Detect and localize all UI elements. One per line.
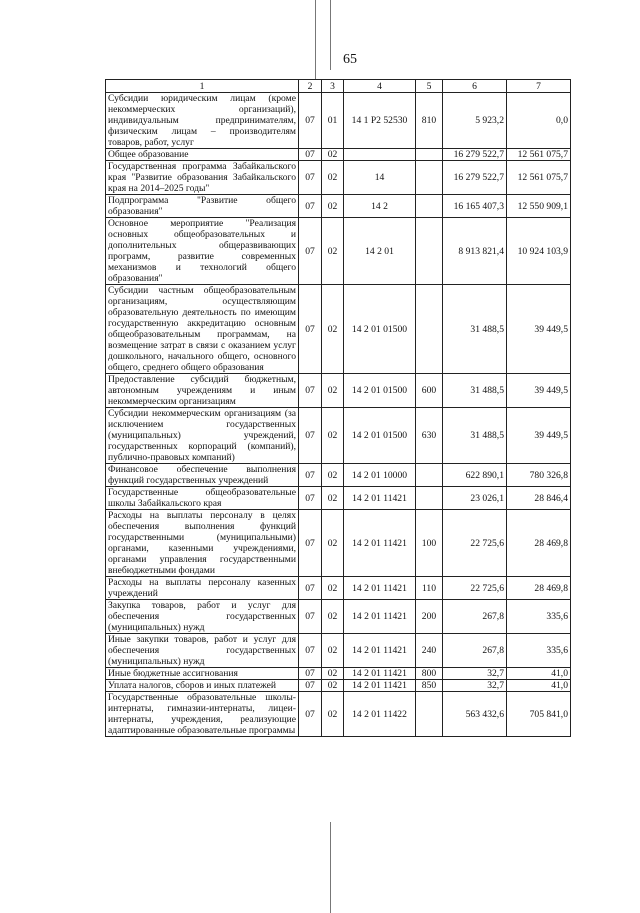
column-header: 6 — [443, 80, 507, 93]
row-subsection: 02 — [322, 668, 344, 680]
row-target-article: 14 — [344, 161, 416, 195]
row-expense-type — [416, 218, 443, 285]
row-subsection: 02 — [322, 692, 344, 737]
column-header: 4 — [344, 80, 416, 93]
row-section: 07 — [299, 195, 322, 218]
row-target-article: 14 2 01 — [344, 218, 416, 285]
row-amount-2: 12 561 075,7 — [507, 149, 571, 161]
row-subsection: 02 — [322, 487, 344, 510]
row-amount-1: 22 725,6 — [443, 510, 507, 577]
row-amount-1: 31 488,5 — [443, 285, 507, 374]
row-target-article: 14 2 01 11421 — [344, 577, 416, 600]
row-subsection: 02 — [322, 577, 344, 600]
column-header: 3 — [322, 80, 344, 93]
row-section: 07 — [299, 285, 322, 374]
row-name: Расходы на выплаты персоналу в целях обеспечения выполнения функций государственными (муниципальными) органами, казенными учреждениями, органами управления государственными внебюджетными фондами — [106, 510, 299, 577]
row-section: 07 — [299, 692, 322, 737]
table-row — [106, 600, 571, 634]
row-expense-type — [416, 487, 443, 510]
row-name: Предоставление субсидий бюджетным, автономным учреждениям и иным некоммерческим организациям — [106, 374, 299, 408]
page-number: 65 — [343, 52, 357, 67]
row-expense-type: 200 — [416, 600, 443, 634]
row-section: 07 — [299, 668, 322, 680]
row-name: Субсидии частным общеобразовательным организациям, осуществляющим образовательную деятельность по имеющим государственную аккредитацию основным общеобразовательным программам, на возмещение затрат в связи с оказанием услуг дошкольного, начального общего, основного общего, среднего общего образования — [106, 285, 299, 374]
row-amount-2: 705 841,0 — [507, 692, 571, 737]
row-name: Государственная программа Забайкальского края "Развитие образования Забайкальского края на 2014–2025 годы" — [106, 161, 299, 195]
column-header: 7 — [507, 80, 571, 93]
row-section: 07 — [299, 600, 322, 634]
row-amount-1: 8 913 821,4 — [443, 218, 507, 285]
row-target-article: 14 2 01 11421 — [344, 600, 416, 634]
row-target-article: 14 2 01 11421 — [344, 487, 416, 510]
row-section: 07 — [299, 408, 322, 464]
row-subsection: 02 — [322, 600, 344, 634]
row-subsection: 01 — [322, 93, 344, 149]
row-target-article: 14 2 01 11421 — [344, 668, 416, 680]
table-row — [106, 510, 571, 577]
row-name: Субсидии юридическим лицам (кроме некоммерческих организаций), индивидуальным предпринимателям, физическим лицам – производителям товаров, работ, услуг — [106, 93, 299, 149]
table-row — [106, 408, 571, 464]
column-header: 1 — [106, 80, 299, 93]
table-row — [106, 487, 571, 510]
row-section: 07 — [299, 634, 322, 668]
row-name: Иные закупки товаров, работ и услуг для обеспечения государственных (муниципальных) нужд — [106, 634, 299, 668]
row-target-article — [344, 149, 416, 161]
row-name: Иные бюджетные ассигнования — [106, 668, 299, 680]
row-amount-1: 32,7 — [443, 680, 507, 692]
row-amount-1: 31 488,5 — [443, 408, 507, 464]
row-expense-type — [416, 692, 443, 737]
row-amount-2: 41,0 — [507, 680, 571, 692]
row-amount-1: 23 026,1 — [443, 487, 507, 510]
row-name: Государственные образовательные школы-интернаты, гимназии-интернаты, лицеи-интернаты, учреждения, реализующие адаптированные образовательные программы — [106, 692, 299, 737]
scan-artifact-line-bottom — [330, 822, 331, 913]
row-subsection: 02 — [322, 680, 344, 692]
row-amount-1: 22 725,6 — [443, 577, 507, 600]
table-row — [106, 161, 571, 195]
column-header: 2 — [299, 80, 322, 93]
row-expense-type: 630 — [416, 408, 443, 464]
row-section: 07 — [299, 149, 322, 161]
row-amount-2: 39 449,5 — [507, 285, 571, 374]
table-row — [106, 680, 571, 692]
row-amount-1: 622 890,1 — [443, 464, 507, 487]
row-section: 07 — [299, 487, 322, 510]
row-amount-2: 28 469,8 — [507, 510, 571, 577]
row-section: 07 — [299, 577, 322, 600]
table-row — [106, 374, 571, 408]
row-section: 07 — [299, 161, 322, 195]
row-amount-1: 267,8 — [443, 634, 507, 668]
row-amount-2: 780 326,8 — [507, 464, 571, 487]
row-name: Общее образование — [106, 149, 299, 161]
table-row — [106, 668, 571, 680]
row-name: Основное мероприятие "Реализация основных общеобразовательных и дополнительных общеразвивающих программ, развитие современных механизмов и технологий общего образования" — [106, 218, 299, 285]
row-expense-type — [416, 464, 443, 487]
row-section: 07 — [299, 218, 322, 285]
row-amount-1: 16 165 407,3 — [443, 195, 507, 218]
row-subsection: 02 — [322, 634, 344, 668]
row-amount-2: 10 924 103,9 — [507, 218, 571, 285]
row-amount-1: 267,8 — [443, 600, 507, 634]
row-expense-type — [416, 195, 443, 218]
row-amount-2: 28 469,8 — [507, 577, 571, 600]
row-subsection: 02 — [322, 510, 344, 577]
row-expense-type — [416, 285, 443, 374]
table-header-row — [106, 80, 571, 93]
row-section: 07 — [299, 93, 322, 149]
table-row — [106, 195, 571, 218]
row-name: Финансовое обеспечение выполнения функций государственных учреждений — [106, 464, 299, 487]
row-expense-type: 850 — [416, 680, 443, 692]
row-amount-2: 41,0 — [507, 668, 571, 680]
row-target-article: 14 2 — [344, 195, 416, 218]
row-section: 07 — [299, 680, 322, 692]
row-target-article: 14 2 01 01500 — [344, 374, 416, 408]
row-subsection: 02 — [322, 218, 344, 285]
row-subsection: 02 — [322, 195, 344, 218]
row-target-article: 14 2 01 01500 — [344, 285, 416, 374]
table-row — [106, 218, 571, 285]
row-target-article: 14 2 01 11421 — [344, 634, 416, 668]
table-row — [106, 634, 571, 668]
row-section: 07 — [299, 510, 322, 577]
row-amount-1: 31 488,5 — [443, 374, 507, 408]
row-amount-2: 12 550 909,1 — [507, 195, 571, 218]
row-subsection: 02 — [322, 464, 344, 487]
row-subsection: 02 — [322, 374, 344, 408]
column-header: 5 — [416, 80, 443, 93]
row-target-article: 14 2 01 11422 — [344, 692, 416, 737]
table-row — [106, 149, 571, 161]
row-target-article: 14 2 01 11421 — [344, 680, 416, 692]
row-expense-type: 600 — [416, 374, 443, 408]
row-name: Расходы на выплаты персоналу казенных учреждений — [106, 577, 299, 600]
table-row — [106, 285, 571, 374]
row-amount-1: 5 923,2 — [443, 93, 507, 149]
row-amount-2: 335,6 — [507, 600, 571, 634]
row-name: Субсидии некоммерческим организациям (за исключением государственных (муниципальных) учреждений, государственных корпораций (компаний), публично-правовых компаний) — [106, 408, 299, 464]
row-amount-1: 32,7 — [443, 668, 507, 680]
row-amount-2: 39 449,5 — [507, 374, 571, 408]
table-row — [106, 577, 571, 600]
row-name: Подпрограмма "Развитие общего образования" — [106, 195, 299, 218]
row-expense-type: 100 — [416, 510, 443, 577]
row-subsection: 02 — [322, 285, 344, 374]
budget-table — [105, 79, 571, 737]
row-expense-type: 810 — [416, 93, 443, 149]
scan-artifact-line-left — [315, 0, 316, 80]
row-target-article: 14 2 01 01500 — [344, 408, 416, 464]
row-name: Закупка товаров, работ и услуг для обеспечения государственных (муниципальных) нужд — [106, 600, 299, 634]
row-section: 07 — [299, 374, 322, 408]
row-expense-type: 110 — [416, 577, 443, 600]
table-row — [106, 692, 571, 737]
row-amount-2: 0,0 — [507, 93, 571, 149]
table-body — [106, 93, 571, 737]
table-row — [106, 464, 571, 487]
table-row — [106, 93, 571, 149]
row-amount-2: 39 449,5 — [507, 408, 571, 464]
row-amount-1: 16 279 522,7 — [443, 161, 507, 195]
row-subsection: 02 — [322, 408, 344, 464]
row-name: Государственные общеобразовательные школы Забайкальского края — [106, 487, 299, 510]
row-amount-1: 16 279 522,7 — [443, 149, 507, 161]
row-target-article: 14 1 P2 52530 — [344, 93, 416, 149]
row-amount-2: 335,6 — [507, 634, 571, 668]
row-subsection: 02 — [322, 149, 344, 161]
row-name: Уплата налогов, сборов и иных платежей — [106, 680, 299, 692]
row-target-article: 14 2 01 11421 — [344, 510, 416, 577]
row-expense-type — [416, 161, 443, 195]
row-subsection: 02 — [322, 161, 344, 195]
row-expense-type — [416, 149, 443, 161]
row-expense-type: 240 — [416, 634, 443, 668]
row-amount-2: 12 561 075,7 — [507, 161, 571, 195]
row-target-article: 14 2 01 10000 — [344, 464, 416, 487]
row-expense-type: 800 — [416, 668, 443, 680]
row-amount-1: 563 432,6 — [443, 692, 507, 737]
row-amount-2: 28 846,4 — [507, 487, 571, 510]
row-section: 07 — [299, 464, 322, 487]
